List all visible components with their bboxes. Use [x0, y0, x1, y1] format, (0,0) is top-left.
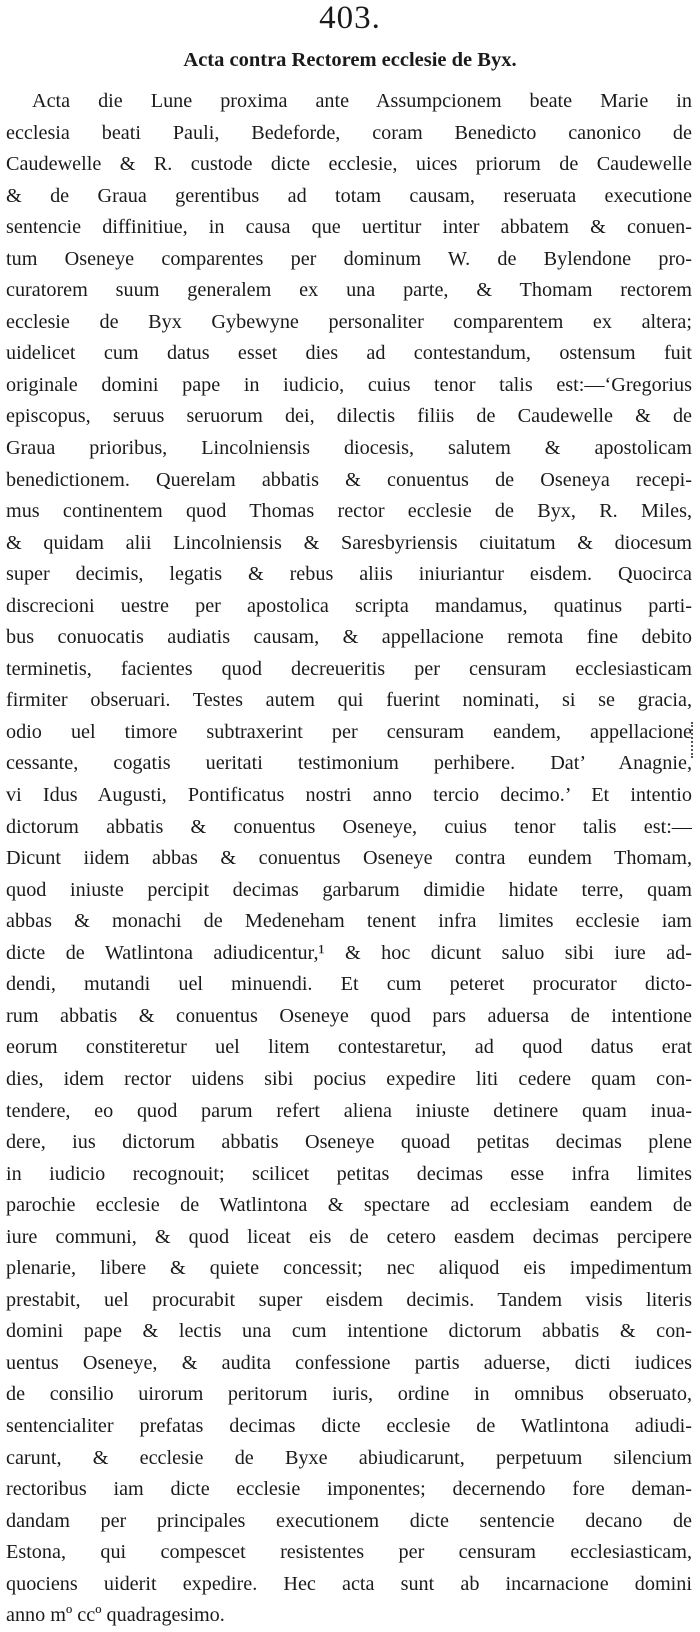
text-line: vi Idus Augusti, Pontificatus nostri anno tercio decimo.’ Et intentio — [6, 784, 692, 807]
text-line: & quidam alii Lincolniensis & Saresbyriensis ciuitatum & diocesum — [6, 531, 692, 554]
page-number: 403. — [319, 0, 381, 36]
text-line: benedictionem. Querelam abbatis & conuentus de Oseneya recepi- — [6, 468, 692, 491]
text-line: sentencialiter prefatas decimas dicte ecclesie de Watlintona adiudi- — [6, 1414, 692, 1437]
text-line: dicte de Watlintona adiudicentur,¹ & hoc dicunt saluo sibi iure ad- — [6, 941, 692, 964]
text-line: originale domini pape in iudicio, cuius tenor talis est:—‘Gregorius — [6, 373, 692, 396]
text-line: curatorem suum generalem ex una parte, & Thomam rectorem — [6, 279, 692, 302]
text-line: rum abbatis & conuentus Oseneye quod pars aduersa de intentione — [6, 1004, 692, 1027]
text-line: ecclesie de Byx Gybewyne personaliter comparentem ex altera; — [6, 310, 692, 333]
text-line: mus continentem quod Thomas rector ecclesie de Byx, R. Miles, — [6, 500, 692, 523]
text-line: eorum constiteretur uel litem contestaretur, ad quod datus erat — [6, 1036, 692, 1059]
text-line: dictorum abbatis & conuentus Oseneye, cuius tenor talis est:— — [6, 815, 692, 838]
text-line: iure communi, & quod liceat eis de cetero easdem decimas percipere — [6, 1225, 692, 1248]
text-line: in iudicio recognouit; scilicet petitas decimas esse infra limites — [6, 1162, 692, 1185]
text-line: odio uel timore subtraxerint per censuram eandem, appellacione — [6, 720, 692, 743]
text-line: carunt, & ecclesie de Byxe abiudicarunt, perpetuum silencium — [6, 1446, 692, 1469]
text-line: plenarie, libere & quiete concessit; nec aliquod eis impedimentum — [6, 1257, 692, 1280]
text-line: prestabit, uel procurabit super eisdem decimis. Tandem visis literis — [6, 1288, 692, 1311]
text-line: Graua prioribus, Lincolniensis diocesis, salutem & apostolicam — [6, 437, 692, 460]
text-line: quod iniuste percipit decimas garbarum dimidie hidate terre, quam — [6, 878, 692, 901]
text-line: dies, idem rector uidens sibi pocius expedire liti cedere quam con- — [6, 1067, 692, 1090]
text-line: dandam per principales executionem dicte sentencie decano de — [6, 1509, 692, 1532]
text-line: cessante, cogatis ueritati testimonium perhibere. Dat’ Anagnie, — [6, 752, 692, 775]
text-line: episcopus, seruus seruorum dei, dilectis filiis de Caudewelle & de — [6, 405, 692, 428]
text-line: domini pape & lectis una cum intentione dictorum abbatis & con- — [6, 1320, 692, 1343]
text-line: Dicunt iidem abbas & conuentus Oseneye contra eundem Thomam, — [6, 847, 692, 870]
text-line: dere, ius dictorum abbatis Oseneye quoad petitas decimas plene — [6, 1131, 692, 1154]
text-line: quociens uiderit expedire. Hec acta sunt ab incarnacione domini — [6, 1572, 692, 1595]
text-line: abbas & monachi de Medeneham tenent infra limites ecclesie iam — [6, 910, 692, 933]
text-line: ecclesia beati Pauli, Bedeforde, coram Benedicto canonico de — [6, 121, 692, 144]
text-line: firmiter obseruari. Testes autem qui fuerint nominati, si se gracia, — [6, 689, 692, 712]
text-line: uentus Oseneye, & audita confessione partis aduerse, dicti iudices — [6, 1351, 692, 1374]
text-line: super decimis, legatis & rebus aliis iniuriantur eisdem. Quocirca — [6, 563, 692, 586]
text-line: Caudewelle & R. custode dicte ecclesie, uices priorum de Caudewelle — [6, 153, 692, 176]
text-line: tendere, eo quod parum refert aliena iniuste detinere quam inua- — [6, 1099, 692, 1122]
text-line: uidelicet cum datus esset dies ad contestandum, ostensum fuit — [6, 342, 692, 365]
margin-mark — [691, 722, 697, 758]
text-line: discrecioni uestre per apostolica scripta mandamus, quatinus parti- — [6, 594, 692, 617]
text-line: Estona, qui compescet resistentes per censuram ecclesiasticam, — [6, 1541, 692, 1564]
text-line: bus conuocatis audiatis causam, & appellacione remota fine debito — [6, 626, 692, 649]
text-line: sentencie diffinitiue, in causa que uertitur inter abbatem & conuen- — [6, 216, 692, 239]
body-text — [6, 86, 692, 1632]
text-line: rectoribus iam dicte ecclesie imponentes; decernendo fore deman- — [6, 1478, 692, 1501]
text-line: & de Graua gerentibus ad totam causam, reseruata executione — [6, 184, 692, 207]
text-line: dendi, mutandi uel minuendi. Et cum peteret procurator dicto- — [6, 973, 692, 996]
text-line: parochie ecclesie de Watlintona & spectare ad ecclesiam eandem de — [6, 1194, 692, 1217]
text-line: tum Oseneye comparentes per dominum W. de Bylendone pro- — [6, 247, 692, 270]
text-line: terminetis, facientes quod decreueritis per censuram ecclesiasticam — [6, 657, 692, 680]
text-line: Acta die Lune proxima ante Assumpcionem beate Marie in — [32, 90, 692, 112]
text-line: anno mº ccº quadragesimo. — [6, 1604, 225, 1627]
text-line: de consilio uirorum peritorum iuris, ordine in omnibus obseruato, — [6, 1383, 692, 1406]
section-heading: Acta contra Rectorem ecclesie de Byx. — [183, 49, 517, 71]
